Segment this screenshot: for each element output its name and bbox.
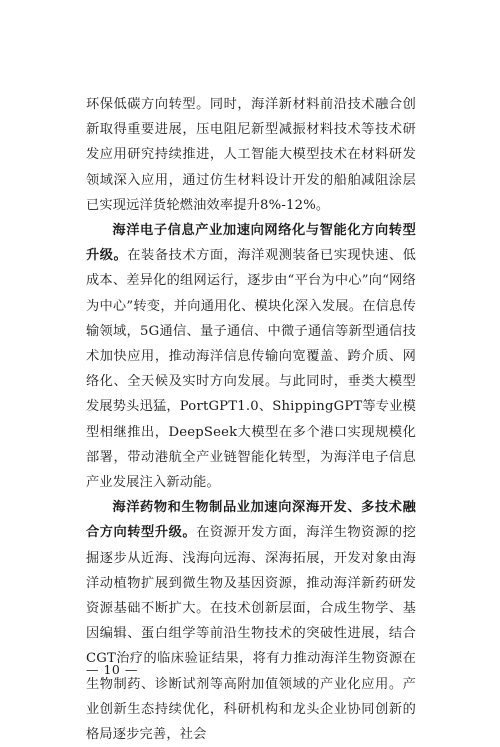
page-number: — 10 — [86,662,138,677]
paragraph-heading: 海洋药物和生物制品业加速向深海开发、多技术融合方向转型升级。 [86,500,416,541]
page-content [86,92,416,747]
paragraph-heading: 海洋电子信息产业加速向网络化与智能化方向转型升级。 [86,223,416,264]
paragraph-body: 环保低碳方向转型。同时，海洋新材料前沿技术融合创新取得重要进展，压电阻尼新型减振材料技术等技术研发应用研究持续推进，人工智能大模型技术在材料研发领域深入应用，通过仿生材料设计开发的船舶减阻涂层已实现远洋货轮燃油效率提升8%-12%。 [86,97,416,213]
paragraph-marine-electronics [86,218,416,495]
paragraph-marine-pharma [86,495,416,747]
paragraph-body: 在装备技术方面，海洋观测装备已实现快速、低成本、差异化的组网运行，逐步由“平台为中心”向“网络为中心”转变，并向通用化、模块化深入发展。在信息传输领域，5G通信、量子通信、中微子通信等新型通信技术加快应用，推动海洋信息传输向宽覆盖、跨介质、网络化、全天候及实时方向发展。与此同时，垂类大模型发展势头迅猛，PortGPT1.0、ShippingGPT等专业模型相继推出，DeepSeek大模型在多个港口实现规模化部署，带动港航全产业链智能化转型，为海洋电子信息产业发展注入新动能。 [86,248,416,491]
paragraph-continuation [86,92,416,218]
paragraph-body: 在资源开发方面，海洋生物资源的挖掘逐步从近海、浅海向远海、深海拓展，开发对象由海洋动植物扩展到微生物及基因资源，推动海洋新药研发资源基础不断扩大。在技术创新层面，合成生物学、基因编辑、蛋白组学等前沿生物技术的突破性进展，结合CGT治疗的临床验证结果，将有力推动海洋生物资源在生物制药、诊断试剂等高附加值领域的产业化应用。产业创新生态持续优化，科研机构和龙头企业协同创新的格局逐步完善，社会 [86,525,416,743]
